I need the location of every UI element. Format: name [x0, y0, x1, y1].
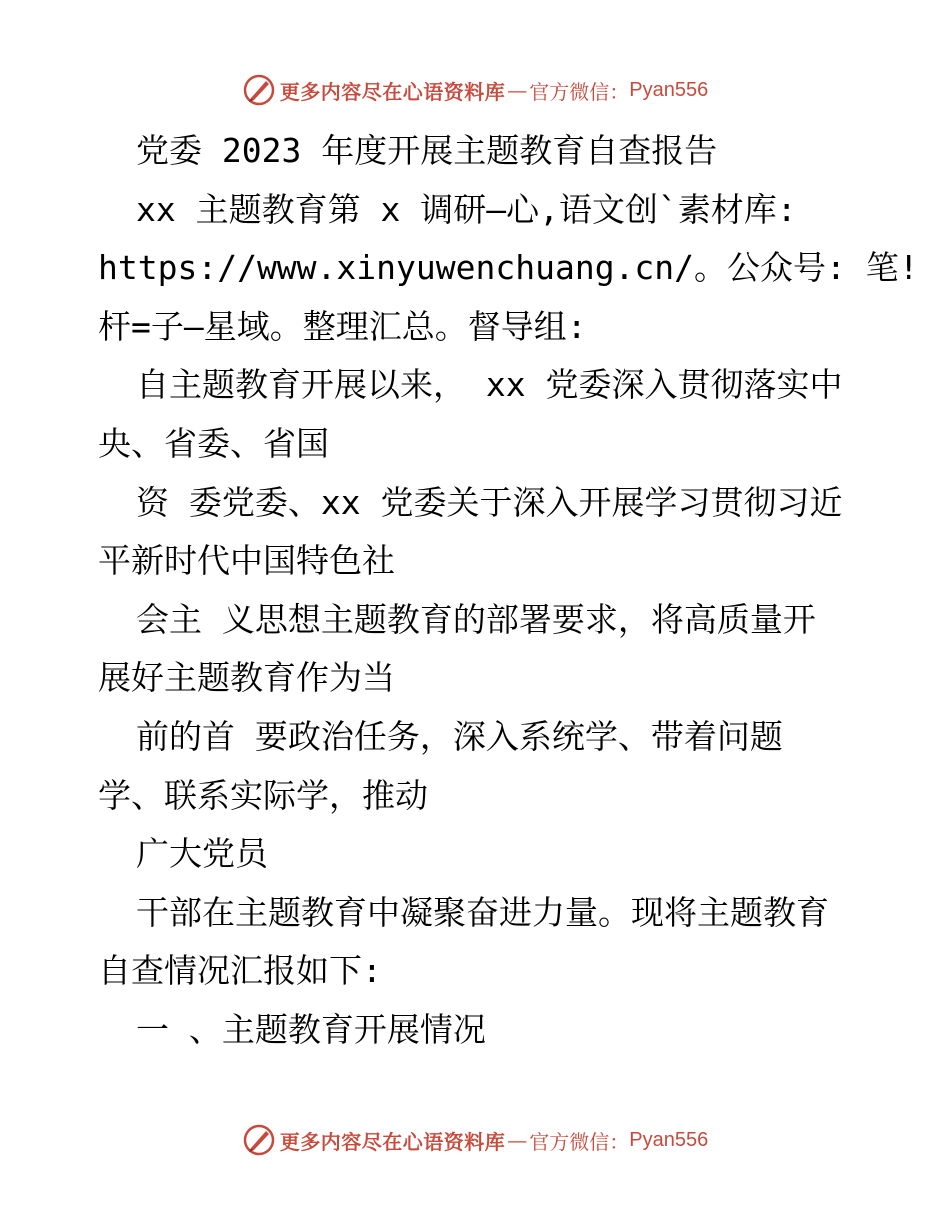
document-title: 党委 2023 年度开展主题教育自查报告: [136, 131, 718, 170]
text-line: https://www.xinyuwenchuang.cn/。公众号: 笔!: [98, 248, 919, 288]
watermark-text: 更多内容尽在心语资料库: [279, 79, 506, 104]
watermark-id: Pyan556: [629, 1128, 709, 1151]
quill-pen-icon: [242, 73, 276, 107]
watermark-id: Pyan556: [629, 78, 709, 101]
document-body: [98, 122, 919, 1060]
text-line: 学、联系实际学，推动: [98, 775, 428, 815]
text-line: 会主 义思想主题教育的部署要求，将高质量开: [136, 599, 816, 639]
text-line: 自查情况汇报如下:: [98, 951, 382, 991]
section-heading: 一 、主题教育开展情况: [136, 1009, 486, 1049]
text-line: 央、省委、省国: [98, 423, 329, 463]
watermark-separator: —: [507, 78, 528, 102]
text-line: 杆=子—星域。整理汇总。督导组:: [98, 306, 587, 346]
footer-watermark: [0, 1120, 950, 1160]
text-line: 广大党员: [136, 834, 268, 874]
header-watermark: [0, 70, 950, 110]
watermark-separator: —: [507, 1128, 528, 1152]
text-line: 自主题教育开展以来， xx 党委深入贯彻落实中: [136, 365, 843, 405]
watermark-label: 官方微信：: [529, 79, 630, 104]
quill-pen-icon: [242, 1123, 276, 1157]
watermark-label: 官方微信：: [529, 1129, 630, 1154]
text-line: 平新时代中国特色社: [98, 541, 395, 581]
text-line: xx 主题教育第 x 调研—心,语文创`素材库:: [136, 189, 797, 229]
text-line: 前的首 要政治任务，深入系统学、带着问题: [136, 716, 783, 756]
watermark-text: 更多内容尽在心语资料库: [279, 1129, 506, 1154]
text-line: 展好主题教育作为当: [98, 658, 395, 698]
text-line: 干部在主题教育中凝聚奋进力量。现将主题教育: [136, 892, 829, 932]
text-line: 资 委党委、xx 党委关于深入开展学习贯彻习近: [136, 482, 843, 522]
